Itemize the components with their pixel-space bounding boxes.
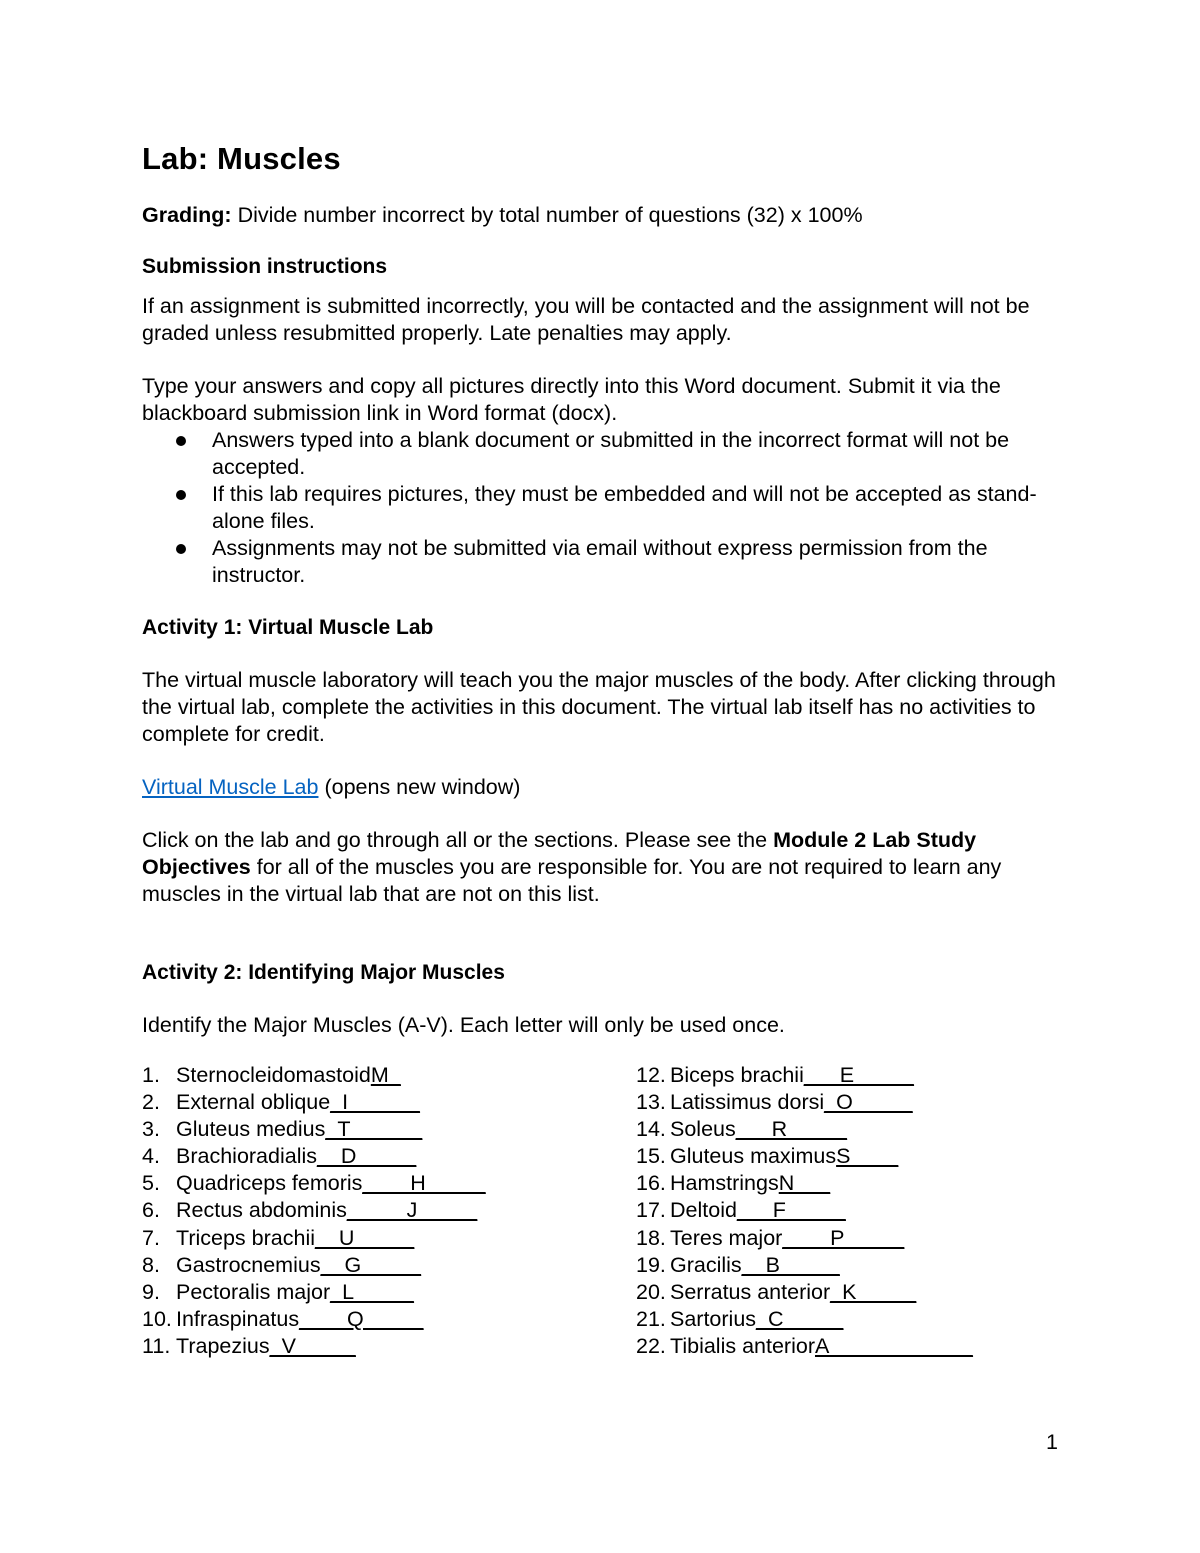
muscle-list-item — [142, 1089, 486, 1116]
muscle-answer-lists — [142, 1062, 1072, 1362]
item-number: 8. — [142, 1252, 160, 1277]
activity-2-heading: Activity 2: Identifying Major Muscles — [142, 961, 505, 984]
answer-field[interactable]: _T______ — [325, 1117, 423, 1142]
bullet-dot-icon — [176, 490, 186, 500]
muscle-list-item — [142, 1306, 486, 1333]
item-number: 2. — [142, 1090, 160, 1115]
item-number: 17. — [636, 1198, 666, 1223]
bullet-item: Assignments may not be submitted via email without express permission from the instructor. — [142, 535, 1072, 589]
item-number: 5. — [142, 1171, 160, 1196]
muscle-list-left — [142, 1062, 486, 1360]
muscle-name: Gluteus medius — [176, 1117, 326, 1142]
virtual-lab-note: (opens new window) — [318, 775, 521, 799]
item-number: 19. — [636, 1252, 666, 1277]
study-objectives-reference: Module 2 Lab Study Objectives — [142, 828, 977, 879]
muscle-name: Trapezius — [176, 1333, 270, 1358]
item-number: 18. — [636, 1225, 666, 1250]
muscle-list-item — [142, 1197, 486, 1224]
muscle-name: Gluteus maximus — [670, 1144, 837, 1169]
grading-text: Divide number incorrect by total number of questions (32) x 100% — [231, 203, 863, 227]
submission-bullet-list — [142, 427, 1072, 589]
muscle-name: Latissimus dorsi — [670, 1090, 825, 1115]
activity-2-instructions: Identify the Major Muscles (A-V). Each letter will only be used once. — [142, 1013, 785, 1037]
bullet-item: If this lab requires pictures, they must be embedded and will not be accepted as stand-alone files. — [142, 481, 1072, 535]
virtual-muscle-lab-link[interactable]: Virtual Muscle Lab — [142, 775, 319, 799]
muscle-list-item — [142, 1143, 486, 1170]
item-number: 1. — [142, 1063, 160, 1087]
bullet-dot-icon — [176, 436, 186, 446]
answer-field[interactable]: _____J_____ — [346, 1198, 478, 1223]
answer-field[interactable]: N___ — [778, 1171, 831, 1196]
item-number: 11. — [142, 1333, 171, 1358]
activity-1-paragraph: The virtual muscle laboratory will teach you the major muscles of the body. After clicking through the virtual lab, complete the activities in this document. The virtual lab itself has no activities to complete for credit. — [142, 668, 1056, 746]
bullet-item: Answers typed into a blank document or submitted in the incorrect format will not be accepted. — [142, 427, 1072, 481]
answer-field[interactable]: _I______ — [330, 1090, 420, 1115]
answer-field[interactable]: _C_____ — [756, 1306, 844, 1331]
muscle-list-item — [142, 1170, 486, 1197]
answer-field[interactable]: ___R_____ — [735, 1117, 847, 1142]
answer-field[interactable]: _L_____ — [330, 1279, 414, 1304]
answer-field[interactable]: _V_____ — [269, 1333, 356, 1358]
document-body — [142, 136, 1072, 1362]
answer-field[interactable]: A____________ — [814, 1333, 973, 1358]
item-number: 14. — [636, 1117, 666, 1142]
muscle-name: Infraspinatus — [176, 1306, 300, 1331]
item-number: 22. — [636, 1333, 666, 1358]
grading-label: Grading: — [142, 203, 232, 227]
muscle-list-item — [636, 1225, 973, 1252]
item-number: 7. — [142, 1225, 160, 1250]
answer-field[interactable]: S____ — [836, 1144, 899, 1169]
muscle-name: Triceps brachii — [176, 1225, 315, 1250]
muscle-name: External oblique — [176, 1090, 331, 1115]
item-number: 10. — [142, 1306, 172, 1331]
item-number: 9. — [142, 1279, 160, 1304]
answer-field[interactable]: ____P_____ — [782, 1225, 905, 1250]
submission-heading: Submission instructions — [142, 255, 388, 278]
muscle-list-item — [142, 1116, 486, 1143]
item-number: 6. — [142, 1198, 160, 1223]
muscle-name: Sternocleidomastoid — [176, 1063, 371, 1087]
answer-field[interactable]: __D_____ — [317, 1144, 417, 1169]
item-number: 3. — [142, 1117, 160, 1142]
muscle-list-item — [636, 1170, 973, 1197]
muscle-list-item — [636, 1143, 973, 1170]
item-number: 12. — [636, 1063, 666, 1087]
muscle-name: Gracilis — [670, 1252, 742, 1277]
click-instructions-paragraph: Click on the lab and go through all or the sections. Please see the Module 2 Lab Study Objectives for all of the muscles you are responsible for. You are not required to learn any muscles in the virtual lab that are not on this list. — [142, 828, 1002, 906]
muscle-list-item — [636, 1306, 973, 1333]
bullet-dot-icon — [176, 544, 186, 554]
answer-field[interactable]: ___F_____ — [736, 1198, 846, 1223]
muscle-list-item — [636, 1197, 973, 1224]
answer-field[interactable]: _K_____ — [830, 1279, 917, 1304]
submission-paragraph-1: If an assignment is submitted incorrectly, you will be contacted and the assignment will not be graded unless resubmitted properly. Late penalties may apply. — [142, 294, 1030, 345]
page-number: 1 — [1046, 1430, 1058, 1454]
muscle-name: Sartorius — [670, 1306, 757, 1331]
answer-field[interactable]: M_ — [370, 1063, 401, 1087]
muscle-name: Serratus anterior — [670, 1279, 831, 1304]
item-number: 13. — [636, 1090, 666, 1115]
answer-field[interactable]: __B_____ — [741, 1252, 840, 1277]
muscle-list-item — [142, 1333, 486, 1360]
muscle-list-item — [142, 1279, 486, 1306]
muscle-name: Soleus — [670, 1117, 736, 1142]
muscle-name: Tibialis anterior — [670, 1333, 815, 1358]
muscle-list-item — [636, 1089, 973, 1116]
answer-field[interactable]: ____Q_____ — [299, 1306, 424, 1331]
virtual-lab-line — [142, 774, 1072, 801]
muscle-name: Quadriceps femoris — [176, 1171, 363, 1196]
muscle-name: Hamstrings — [670, 1171, 779, 1196]
answer-field[interactable]: __U_____ — [315, 1225, 415, 1250]
muscle-list-item — [142, 1225, 486, 1252]
muscle-list-item — [142, 1062, 486, 1089]
muscle-list-item — [636, 1252, 973, 1279]
activity-1-heading: Activity 1: Virtual Muscle Lab — [142, 616, 434, 639]
muscle-list-item — [142, 1252, 486, 1279]
document-title: Lab: Muscles — [142, 141, 341, 176]
item-number: 16. — [636, 1171, 666, 1196]
muscle-list-right — [636, 1062, 973, 1360]
item-number: 20. — [636, 1279, 666, 1304]
muscle-name: Deltoid — [670, 1198, 737, 1223]
muscle-name: Teres major — [670, 1225, 783, 1250]
answer-field[interactable]: _O_____ — [824, 1090, 913, 1115]
item-number: 15. — [636, 1144, 666, 1169]
answer-field[interactable]: ___E_____ — [803, 1063, 914, 1087]
item-number: 21. — [636, 1306, 666, 1331]
muscle-name: Gastrocnemius — [176, 1252, 321, 1277]
muscle-name: Rectus abdominis — [176, 1198, 347, 1223]
item-number: 4. — [142, 1144, 160, 1169]
answer-field[interactable]: __G_____ — [320, 1252, 422, 1277]
muscle-list-item — [636, 1333, 973, 1360]
muscle-list-item — [636, 1062, 973, 1089]
muscle-name: Biceps brachii — [670, 1063, 804, 1087]
answer-field[interactable]: ____H_____ — [362, 1171, 486, 1196]
muscle-list-item — [636, 1279, 973, 1306]
muscle-name: Pectoralis major — [176, 1279, 331, 1304]
muscle-list-item — [636, 1116, 973, 1143]
submission-paragraph-2: Type your answers and copy all pictures directly into this Word document. Submit it via the blackboard submission link in Word format (docx). — [142, 374, 1001, 425]
grading-line — [142, 202, 1072, 229]
muscle-name: Brachioradialis — [176, 1144, 318, 1169]
